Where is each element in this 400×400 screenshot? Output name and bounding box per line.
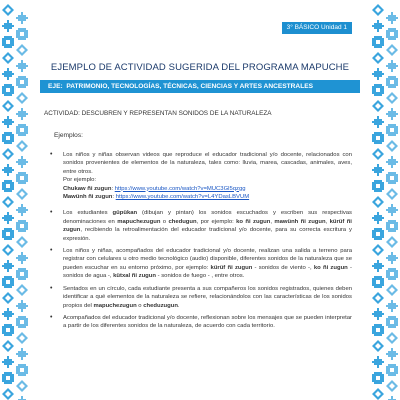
- mapuche-term: güpükan: [112, 210, 138, 217]
- border-motif-icon: [386, 140, 398, 152]
- border-motif-icon: [372, 228, 384, 240]
- border-motif-icon: [372, 276, 384, 288]
- border-motif-icon: [16, 44, 28, 56]
- border-motif-icon: [2, 276, 14, 288]
- border-motif-icon: [386, 300, 398, 312]
- border-motif-icon: [386, 28, 398, 40]
- border-motif-icon: [16, 92, 28, 104]
- border-motif-icon: [16, 28, 28, 40]
- border-motif-icon: [386, 108, 398, 120]
- mapuche-term: chedugun: [168, 218, 197, 225]
- border-motif-icon: [2, 116, 14, 128]
- list-item: [50, 314, 352, 331]
- border-motif-icon: [16, 236, 28, 248]
- list-item: • Los niños y niñas observan videos que reproduce el educador tradicional y/o docente, relacionados con sonidos provenientes de elementos de la naturaleza, tales como: lluvia, marea, cascadas, animales, aves, entre otros. Por ejemplo: Chukaw ñi zugun: https://www.youtube.com/watch?v=MUC3Gl5qzgg Mawünh ñi zugun: https://www.youtube.com/watch?v=L4YDasLBVUM: [50, 151, 352, 201]
- list-item: [50, 209, 352, 243]
- border-motif-icon: [16, 12, 28, 24]
- bullet-icon: •: [50, 209, 53, 217]
- border-motif-icon: [372, 292, 384, 304]
- item-text: - sonidos de agua -,: [63, 264, 352, 280]
- border-motif-icon: [2, 164, 14, 176]
- border-motif-icon: [2, 68, 14, 80]
- mapuche-term: ko ñi zugun: [236, 218, 271, 225]
- item-text: , por ejemplo:: [196, 218, 237, 225]
- border-motif-icon: [2, 84, 14, 96]
- bullet-icon: •: [50, 247, 53, 255]
- mapuche-term: kütxal ñi zugun: [113, 273, 156, 280]
- border-motif-icon: [2, 228, 14, 240]
- border-motif-icon: [16, 348, 28, 360]
- border-motif-icon: [2, 388, 14, 400]
- border-motif-icon: [2, 36, 14, 48]
- item-text: ,: [325, 218, 330, 225]
- border-motif-icon: [2, 340, 14, 352]
- mapuche-term: mapuchezugun: [93, 302, 137, 309]
- border-motif-icon: [386, 396, 398, 400]
- border-motif-icon: [386, 284, 398, 296]
- border-motif-icon: [16, 380, 28, 392]
- video-link[interactable]: https://www.youtube.com/watch?v=L4YDasLBVUM: [115, 194, 250, 201]
- item-text: Sentados en un círculo, cada estudiante presenta a sus compañeros los sonidos registrados, quienes deben identificar a qué elementos de la naturaleza se refiere, relacionándolos con las características de los sonidos propios del: [63, 285, 352, 309]
- border-motif-icon: [372, 356, 384, 368]
- bullet-icon: •: [50, 313, 53, 321]
- page-title: EJEMPLO DE ACTIVIDAD SUGERIDA DEL PROGRAMA MAPUCHE: [50, 62, 350, 73]
- border-motif-icon: [372, 132, 384, 144]
- item-text: (dibujan y pintan) los sonidos escuchados y escriben sus respectivas denominaciones en: [63, 210, 352, 225]
- border-motif-icon: [372, 372, 384, 384]
- border-motif-icon: [372, 20, 384, 32]
- border-motif-icon: [372, 4, 384, 16]
- border-motif-icon: [386, 380, 398, 392]
- border-motif-icon: [372, 84, 384, 96]
- border-motif-icon: [16, 364, 28, 376]
- item-text: - sonidos de fuego - , entre otros.: [155, 273, 245, 280]
- border-motif-icon: [2, 196, 14, 208]
- border-motif-icon: [372, 324, 384, 336]
- item-text: ,: [270, 218, 275, 225]
- border-motif-icon: [2, 244, 14, 256]
- border-motif-icon: [16, 140, 28, 152]
- border-motif-icon: [372, 36, 384, 48]
- border-motif-icon: [372, 164, 384, 176]
- axis-value: PATRIMONIO, TECNOLOGÍAS, TÉCNICAS, CIENCIAS Y ARTES ANCESTRALES: [66, 83, 314, 90]
- border-motif-icon: [386, 60, 398, 72]
- item-text: - sonidos de viento -,: [252, 264, 314, 271]
- border-motif-icon: [386, 204, 398, 216]
- left-decorative-border: [0, 0, 30, 400]
- border-motif-icon: [2, 4, 14, 16]
- border-motif-icon: [386, 220, 398, 232]
- video-link[interactable]: https://www.youtube.com/watch?v=MUC3Gl5qzgg: [114, 185, 246, 192]
- border-motif-icon: [386, 316, 398, 328]
- item-text: .: [177, 302, 180, 309]
- border-motif-icon: [16, 172, 28, 184]
- mapuche-term: ko ñi zugun: [313, 264, 348, 271]
- border-motif-icon: [16, 332, 28, 344]
- mapuche-term: mawünh ñi zugun: [274, 218, 326, 225]
- border-motif-icon: [2, 260, 14, 272]
- border-motif-icon: [16, 316, 28, 328]
- border-motif-icon: [16, 60, 28, 72]
- list-item: [50, 247, 352, 281]
- border-motif-icon: [2, 20, 14, 32]
- mapuche-term: kürüf ñi zugun: [63, 218, 352, 234]
- border-motif-icon: [16, 76, 28, 88]
- item-text: Acompañados del educador tradicional y/o docente, reflexionan sobre los mensajes que se pueden interpretar a partir de los diferentes sonidos de la naturaleza, de acuerdo con cada territorio.: [63, 314, 352, 330]
- border-motif-icon: [372, 340, 384, 352]
- border-motif-icon: [2, 100, 14, 112]
- border-motif-icon: [16, 108, 28, 120]
- item-text: o: [136, 302, 144, 309]
- border-motif-icon: [386, 76, 398, 88]
- item-text: o: [160, 218, 169, 225]
- border-motif-icon: [2, 132, 14, 144]
- item-text: Por ejemplo:: [63, 177, 97, 184]
- border-motif-icon: [386, 12, 398, 24]
- bullet-icon: •: [50, 151, 53, 158]
- border-motif-icon: [16, 124, 28, 136]
- border-motif-icon: [2, 180, 14, 192]
- border-motif-icon: [16, 204, 28, 216]
- border-motif-icon: [16, 220, 28, 232]
- mapuche-term: cheduzugun: [143, 302, 178, 309]
- examples-heading: Ejemplos:: [54, 132, 83, 139]
- border-motif-icon: [16, 268, 28, 280]
- item-text: Los niños y niñas, acompañados del educador tradicional y/o docente, realizan una salida a terreno para registrar con celulares u otro medio tecnológico (audio) disponible, diferentes sonidos de la naturaleza que se pueden escuchar en su entorno próximo, por ejemplo:: [63, 248, 352, 271]
- border-motif-icon: [372, 148, 384, 160]
- border-motif-icon: [2, 148, 14, 160]
- border-motif-icon: [386, 172, 398, 184]
- grade-unit-badge: 3° BÁSICO Unidad 1: [282, 22, 352, 34]
- border-motif-icon: [16, 156, 28, 168]
- border-motif-icon: [386, 236, 398, 248]
- right-decorative-border: [370, 0, 400, 400]
- border-motif-icon: [386, 364, 398, 376]
- bullet-icon: •: [50, 284, 53, 292]
- example-label: Mawünh ñi zugun: [63, 194, 113, 201]
- border-motif-icon: [386, 92, 398, 104]
- border-motif-icon: [2, 372, 14, 384]
- border-motif-icon: [386, 44, 398, 56]
- border-motif-icon: [16, 252, 28, 264]
- border-motif-icon: [386, 332, 398, 344]
- axis-banner: [40, 80, 360, 93]
- border-motif-icon: [386, 252, 398, 264]
- border-motif-icon: [386, 124, 398, 136]
- border-motif-icon: [372, 196, 384, 208]
- border-motif-icon: [2, 356, 14, 368]
- border-motif-icon: [16, 284, 28, 296]
- border-motif-icon: [386, 156, 398, 168]
- border-motif-icon: [372, 212, 384, 224]
- border-motif-icon: [16, 300, 28, 312]
- border-motif-icon: [372, 388, 384, 400]
- item-text: Los niños y niñas observan videos que reproduce el educador tradicional y/o docente, relacionados con sonidos provenientes de elementos de la naturaleza, tales como: lluvia, marea, cascadas, animales, aves, entre otros.: [63, 152, 352, 175]
- mapuche-term: kürüf ñi zugun: [210, 264, 253, 271]
- border-motif-icon: [2, 52, 14, 64]
- border-motif-icon: [386, 188, 398, 200]
- border-motif-icon: [2, 308, 14, 320]
- item-text: Los estudiantes: [63, 210, 113, 217]
- border-motif-icon: [16, 188, 28, 200]
- activity-list: [50, 151, 352, 335]
- item-text: , recibiendo la retroalimentación del educador tradicional y/o docente, para su correcta escritura y expresión.: [63, 227, 352, 242]
- list-item: [50, 285, 352, 310]
- example-label: Chukaw ñi zugun: [63, 185, 112, 192]
- border-motif-icon: [372, 116, 384, 128]
- border-motif-icon: [386, 348, 398, 360]
- mapuche-term: mapuchezugun: [117, 218, 161, 225]
- border-motif-icon: [372, 68, 384, 80]
- border-motif-icon: [372, 52, 384, 64]
- border-motif-icon: [372, 260, 384, 272]
- border-motif-icon: [372, 244, 384, 256]
- activity-title: ACTIVIDAD: DESCUBREN Y REPRESENTAN SONIDOS DE LA NATURALEZA: [44, 110, 272, 117]
- border-motif-icon: [372, 100, 384, 112]
- border-motif-icon: [2, 292, 14, 304]
- border-motif-icon: [2, 212, 14, 224]
- border-motif-icon: [16, 396, 28, 400]
- border-motif-icon: [372, 308, 384, 320]
- border-motif-icon: [372, 180, 384, 192]
- border-motif-icon: [2, 324, 14, 336]
- border-motif-icon: [386, 268, 398, 280]
- axis-label: EJE:: [48, 83, 63, 90]
